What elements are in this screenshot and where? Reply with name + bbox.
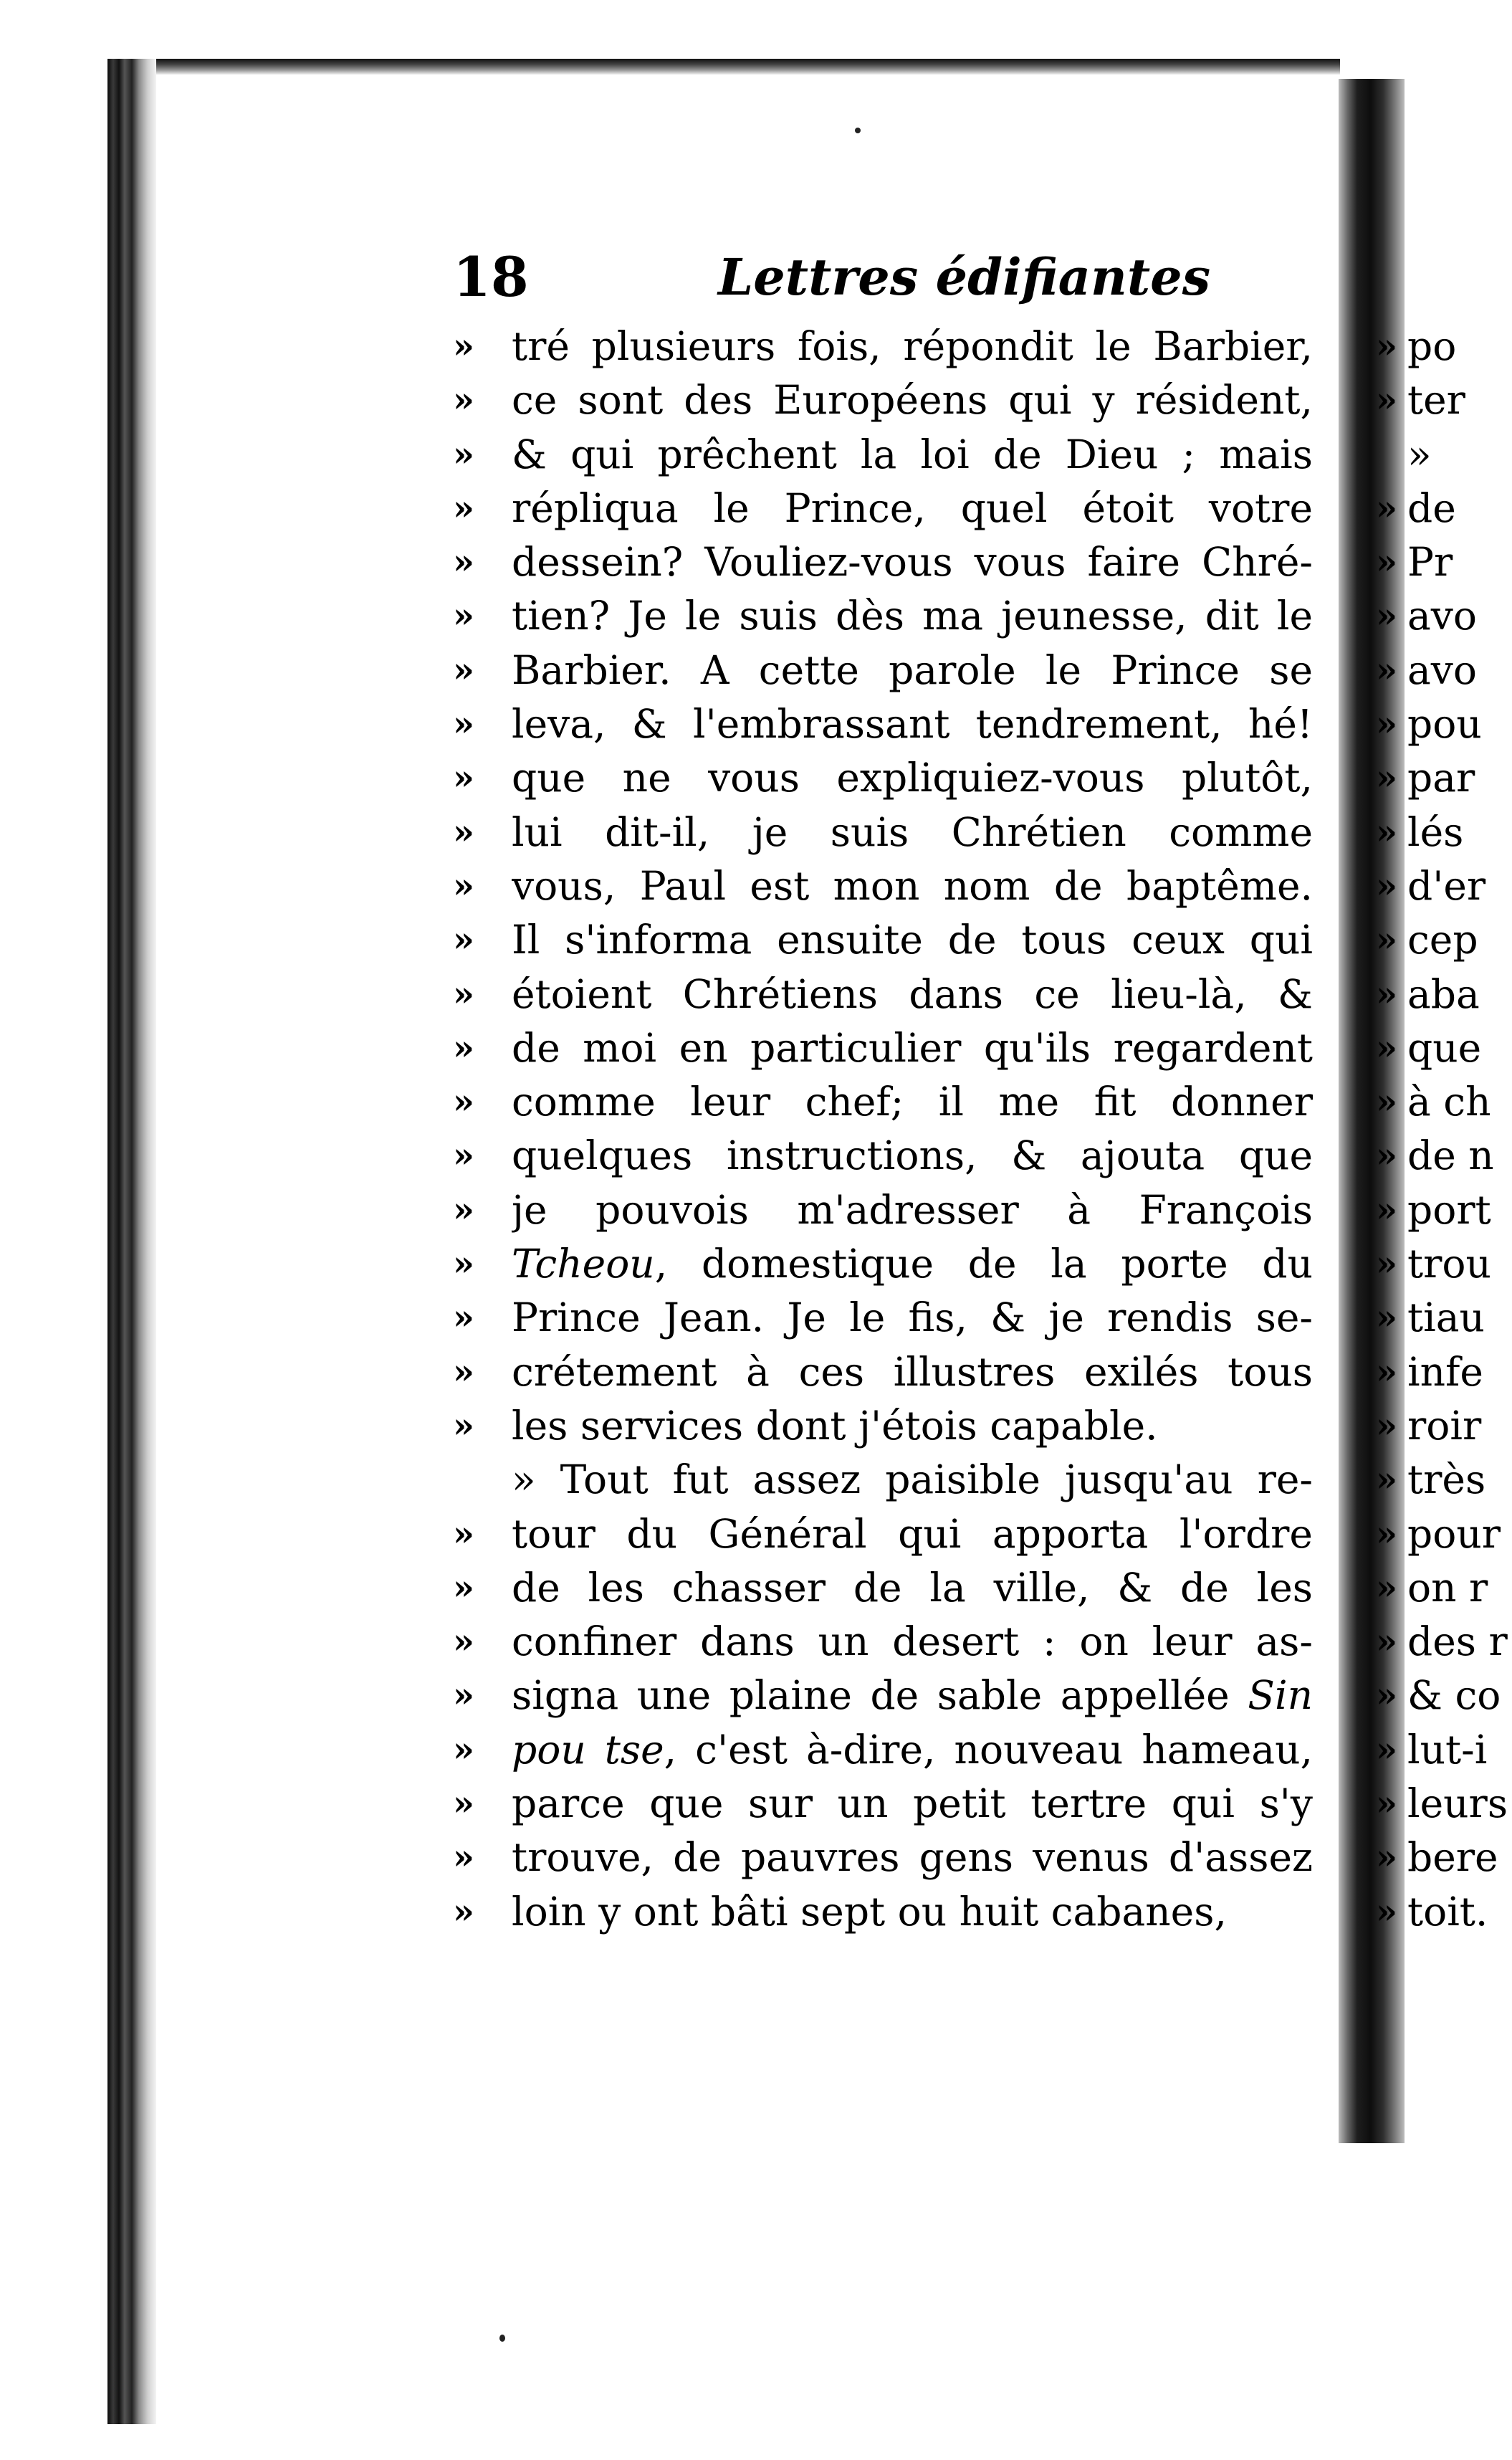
right-line-text: toit.	[1407, 1888, 1488, 1935]
right-page-line	[1376, 1507, 1512, 1561]
right-page-line	[1376, 428, 1512, 482]
quote-mark: »	[453, 1837, 474, 1878]
right-line-text: que	[1407, 1024, 1482, 1071]
right-page-line	[1376, 1237, 1512, 1291]
text-line	[453, 1075, 1316, 1129]
right-line-text: & co	[1407, 1672, 1501, 1719]
quote-mark: »	[1376, 380, 1397, 421]
right-page-line	[1376, 1075, 1512, 1129]
right-line-text: de n	[1407, 1133, 1494, 1179]
right-line-text: ter	[1407, 377, 1465, 424]
right-page-line	[1376, 697, 1512, 751]
line-text: de les chasser de la ville, & de les	[512, 1564, 1313, 1611]
right-line-text: avo	[1407, 647, 1477, 693]
quote-mark: »	[1376, 1405, 1397, 1446]
quote-mark: »	[453, 1297, 474, 1338]
quote-mark: »	[1376, 1513, 1397, 1554]
right-page-line	[1376, 859, 1512, 913]
right-page-line	[1376, 1777, 1512, 1831]
right-page-line	[1376, 1723, 1512, 1777]
right-page-line	[1376, 644, 1512, 697]
line-text: pou tse, c'est à-dire, nouveau hameau,	[512, 1726, 1313, 1773]
right-line-text: pour	[1407, 1510, 1501, 1557]
line-text: Prince Jean. Je le fis, & je rendis se-	[512, 1295, 1313, 1341]
right-line-text: à ch	[1407, 1079, 1491, 1125]
quote-mark: »	[1376, 1459, 1397, 1500]
line-text: dessein? Vouliez-vous vous faire Chré-	[512, 539, 1313, 586]
quote-mark: »	[1376, 1729, 1397, 1770]
quote-mark: »	[453, 758, 474, 798]
line-text: les services dont j'étois capable.	[512, 1402, 1158, 1449]
text-line	[453, 1237, 1316, 1291]
quote-mark: »	[453, 1729, 474, 1770]
text-line	[453, 1669, 1316, 1722]
right-page-line	[1376, 913, 1512, 967]
line-text: ce sont des Européens qui y résident,	[512, 377, 1313, 424]
line-text: Barbier. A cette parole le Prince se	[512, 647, 1313, 693]
quote-mark: »	[1376, 1891, 1397, 1932]
text-line	[453, 751, 1316, 805]
quote-mark: »	[1376, 1244, 1397, 1284]
right-page-line	[1376, 373, 1512, 427]
right-line-text: tiau	[1407, 1295, 1485, 1341]
quote-mark: »	[1376, 1297, 1397, 1338]
right-page-line	[1376, 1129, 1512, 1183]
right-page-line	[1376, 1021, 1512, 1075]
ink-speck	[855, 128, 861, 133]
right-page-line	[1376, 806, 1512, 859]
right-line-text: aba	[1407, 971, 1480, 1017]
text-line	[453, 806, 1316, 859]
line-text: tour du Général qui apporta l'ordre	[512, 1510, 1313, 1557]
text-line	[453, 589, 1316, 643]
text-line	[453, 1777, 1316, 1831]
text-line	[453, 1345, 1316, 1399]
right-line-text: avo	[1407, 593, 1477, 639]
right-line-text: Pr	[1407, 539, 1453, 586]
text-block	[453, 320, 1316, 1939]
text-line	[453, 1291, 1316, 1345]
quote-mark: »	[453, 1189, 474, 1230]
line-text: répliqua le Prince, quel étoit votre	[512, 485, 1313, 531]
quote-mark: »	[453, 1621, 474, 1662]
right-line-text: lés	[1407, 809, 1464, 855]
line-text: signa une plaine de sable appellée Sin	[512, 1672, 1313, 1719]
line-text: je pouvois m'adresser à François	[512, 1186, 1313, 1233]
right-page-line	[1376, 968, 1512, 1021]
text-line	[453, 1021, 1316, 1075]
right-line-text: très	[1407, 1457, 1486, 1503]
right-line-text: »	[1407, 431, 1432, 477]
line-text: crétement à ces illustres exilés tous	[512, 1348, 1313, 1395]
right-line-text: lut-i	[1407, 1726, 1488, 1773]
text-line	[453, 535, 1316, 589]
quote-mark: »	[1376, 487, 1397, 528]
line-text: quelques instructions, & ajouta que	[512, 1133, 1313, 1179]
quote-mark: »	[453, 1244, 474, 1284]
quote-mark: »	[453, 326, 474, 366]
text-line	[453, 968, 1316, 1021]
line-text: tien? Je le suis dès ma jeunesse, dit le	[512, 593, 1313, 639]
running-title: Lettres édifiantes	[718, 247, 1211, 307]
right-page-line	[1376, 1831, 1512, 1884]
right-line-text: cep	[1407, 917, 1478, 963]
quote-mark: »	[1376, 1135, 1397, 1176]
right-page-line	[1376, 535, 1512, 589]
right-line-text: des r	[1407, 1618, 1508, 1665]
right-page-line	[1376, 1399, 1512, 1453]
quote-mark: »	[1376, 704, 1397, 745]
text-line	[453, 1561, 1316, 1615]
book-top-edge	[107, 59, 1340, 75]
quote-mark: »	[453, 1027, 474, 1068]
quote-mark: »	[1376, 1783, 1397, 1824]
right-page-line	[1376, 1669, 1512, 1722]
text-line	[453, 1183, 1316, 1237]
right-page-line	[1376, 1561, 1512, 1615]
page-number: 18	[453, 245, 529, 309]
quote-mark: »	[453, 434, 474, 475]
quote-mark: »	[1376, 1351, 1397, 1392]
right-page-line	[1376, 482, 1512, 535]
right-line-text: port	[1407, 1186, 1491, 1233]
right-line-text: trou	[1407, 1241, 1491, 1287]
right-page-line	[1376, 320, 1512, 373]
quote-mark: »	[453, 1351, 474, 1392]
right-line-text: bere	[1407, 1834, 1498, 1881]
quote-mark: »	[1376, 1189, 1397, 1230]
line-text: confiner dans un desert : on leur as-	[512, 1618, 1313, 1665]
text-line	[453, 697, 1316, 751]
text-line	[453, 320, 1316, 373]
text-line	[453, 644, 1316, 697]
text-line	[453, 1507, 1316, 1561]
right-page-line	[1376, 751, 1512, 805]
right-page-line	[1376, 1453, 1512, 1507]
line-text: que ne vous expliquiez-vous plutôt,	[512, 755, 1313, 801]
quote-mark: »	[1376, 1837, 1397, 1878]
quote-mark: »	[453, 1675, 474, 1716]
quote-mark: »	[1376, 973, 1397, 1014]
right-page-line	[1376, 1291, 1512, 1345]
line-text: étoient Chrétiens dans ce lieu-là, &	[512, 971, 1313, 1017]
text-line	[453, 1129, 1316, 1183]
quote-mark: »	[453, 865, 474, 906]
right-line-text: par	[1407, 755, 1475, 801]
running-header	[453, 238, 1211, 317]
text-line	[453, 1723, 1316, 1777]
quote-mark: »	[1376, 811, 1397, 852]
line-text: vous, Paul est mon nom de baptême.	[512, 862, 1313, 909]
right-line-text: de	[1407, 485, 1456, 531]
quote-mark: »	[453, 1082, 474, 1122]
quote-mark: »	[1376, 758, 1397, 798]
text-line	[453, 373, 1316, 427]
quote-mark: »	[1376, 1027, 1397, 1068]
quote-mark: »	[453, 1783, 474, 1824]
text-line	[453, 1615, 1316, 1669]
right-line-text: roir	[1407, 1402, 1482, 1449]
right-page-line	[1376, 1885, 1512, 1939]
right-page-line	[1376, 1615, 1512, 1669]
quote-mark: »	[1376, 1567, 1397, 1608]
line-text: loin y ont bâti sept ou huit cabanes,	[512, 1888, 1227, 1935]
text-line	[453, 482, 1316, 535]
right-page-line	[1376, 589, 1512, 643]
line-text: parce que sur un petit tertre qui s'y	[512, 1780, 1313, 1827]
right-line-text: po	[1407, 323, 1457, 369]
quote-mark: »	[453, 1567, 474, 1608]
right-page-line	[1376, 1183, 1512, 1237]
quote-mark: »	[1376, 920, 1397, 960]
right-line-text: infe	[1407, 1348, 1483, 1395]
text-line	[453, 1453, 1316, 1507]
right-page-text-fragments	[1376, 320, 1512, 1939]
line-text: » Tout fut assez paisible jusqu'au re-	[512, 1457, 1313, 1503]
quote-mark: »	[453, 649, 474, 690]
text-line	[453, 859, 1316, 913]
text-line	[453, 428, 1316, 482]
line-text: Il s'informa ensuite de tous ceux qui	[512, 917, 1313, 963]
right-line-text: leurs	[1407, 1780, 1508, 1827]
line-text: trouve, de pauvres gens venus d'assez	[512, 1834, 1313, 1881]
quote-mark: »	[453, 380, 474, 421]
line-text: comme leur chef; il me fit donner	[512, 1079, 1313, 1125]
right-line-text: d'er	[1407, 862, 1486, 909]
quote-mark: »	[453, 542, 474, 583]
right-page-line	[1376, 1345, 1512, 1399]
quote-mark: »	[453, 1135, 474, 1176]
quote-mark: »	[453, 1891, 474, 1932]
line-text: Tcheou, domestique de la porte du	[512, 1241, 1313, 1287]
quote-mark: »	[453, 811, 474, 852]
text-line	[453, 1831, 1316, 1884]
text-line	[453, 913, 1316, 967]
quote-mark: »	[1376, 326, 1397, 366]
quote-mark: »	[453, 920, 474, 960]
ink-speck	[499, 2335, 505, 2342]
quote-mark: »	[453, 596, 474, 637]
quote-mark: »	[1376, 649, 1397, 690]
quote-mark: »	[453, 973, 474, 1014]
quote-mark: »	[453, 1405, 474, 1446]
quote-mark: »	[1376, 865, 1397, 906]
text-line	[453, 1399, 1316, 1453]
quote-mark: »	[453, 704, 474, 745]
quote-mark: »	[1376, 542, 1397, 583]
quote-mark: »	[1376, 596, 1397, 637]
text-line	[453, 1885, 1316, 1939]
right-line-text: on r	[1407, 1564, 1488, 1611]
book-binding-edge	[107, 59, 156, 2424]
quote-mark: »	[1376, 1675, 1397, 1716]
line-text: & qui prêchent la loi de Dieu ; mais	[512, 431, 1313, 477]
quote-mark: »	[453, 1513, 474, 1554]
line-text: de moi en particulier qu'ils regardent	[512, 1024, 1313, 1071]
quote-mark: »	[1376, 1082, 1397, 1122]
right-line-text: pou	[1407, 701, 1482, 748]
line-text: tré plusieurs fois, répondit le Barbier,	[512, 323, 1313, 369]
line-text: leva, & l'embrassant tendrement, hé!	[512, 701, 1313, 748]
line-text: lui dit-il, je suis Chrétien comme	[512, 809, 1313, 855]
quote-mark: »	[453, 487, 474, 528]
quote-mark: »	[1376, 1621, 1397, 1662]
